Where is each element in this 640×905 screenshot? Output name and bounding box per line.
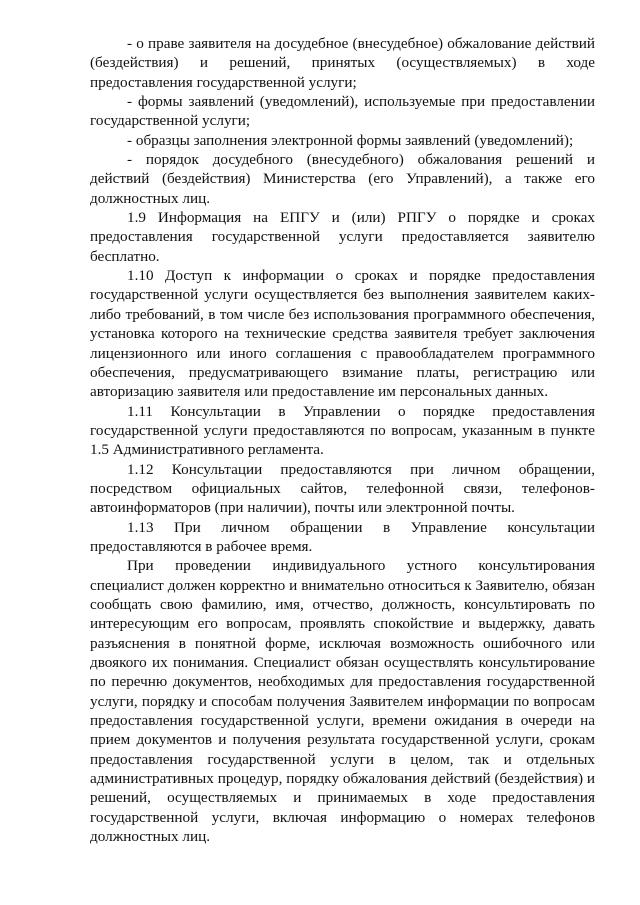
document-page (90, 34, 595, 846)
paragraph-appeal-procedure: - порядок досудебного (внесудебного) обжалования решений и действий (бездействия) Министерства (его Управлений), а также его должностных лиц. (90, 151, 595, 207)
paragraph-1-12: 1.12 Консультации предоставляются при личном обращении, посредством официальных сайтов, телефонной связи, телефонов-автоинформаторов (при наличии), почты или электронной почты. (90, 460, 595, 517)
paragraph-1-9: 1.9 Информация на ЕПГУ и (или) РПГУ о порядке и сроках предоставления государственной услуги предоставляется заявителю бесплатно. (90, 209, 595, 265)
paragraph-1-13: 1.13 При личном обращении в Управление консультации предоставляются в рабочее время. (90, 518, 595, 555)
paragraph-oral-consultation: При проведении индивидуального устного консультирования специалист должен корректно и внимательно относиться к Заявителю, обязан сообщать свою фамилию, имя, отчество, должность, консультировать по интересующим его вопросам, проявлять спокойствие и выдержку, давать разъяснения в понятной форме, исключая возможность ошибочного или двоякого их понимания. Специалист обязан осуществлять консультирование по перечню документов, необходимых для предоставления государственной услуги, порядку и способам получения Заявителем информации по вопросам предоставления государственной услуги, времени ожидания в очереди на прием документов и получения результата государственной услуги, срокам предоставления государственной услуги в целом, так и отдельных административных процедур, порядку обжалования действий (бездействия) и решений, осуществляемых и принимаемых в ходе предоставления государственной услуги, включая информацию о номерах телефонов должностных лиц. (90, 557, 595, 846)
paragraph-application-forms: - формы заявлений (уведомлений), используемые при предоставлении государственной услуги; (90, 93, 595, 130)
paragraph-appeal-right: - о праве заявителя на досудебное (внесудебное) обжалование действий (бездействия) и решений, принятых (осуществляемых) в ходе предоставления государственной услуги; (90, 35, 595, 91)
paragraph-1-10: 1.10 Доступ к информации о сроках и порядке предоставления государственной услуги осуществляется без выполнения заявителем каких-либо требований, в том числе без использования программного обеспечения, установка которого на технические средства заявителя требует заключения лицензионного или иного соглашения с правообладателем программного обеспечения, предусматривающего взимание платы, регистрацию или авторизацию заявителя или предоставление им персональных данных. (90, 267, 595, 401)
paragraph-1-11: 1.11 Консультации в Управлении о порядке предоставления государственной услуги предоставляются по вопросам, указанным в пункте 1.5 Административного регламента. (90, 402, 595, 459)
paragraph-form-samples: - образцы заполнения электронной формы заявлений (уведомлений); (127, 131, 574, 149)
